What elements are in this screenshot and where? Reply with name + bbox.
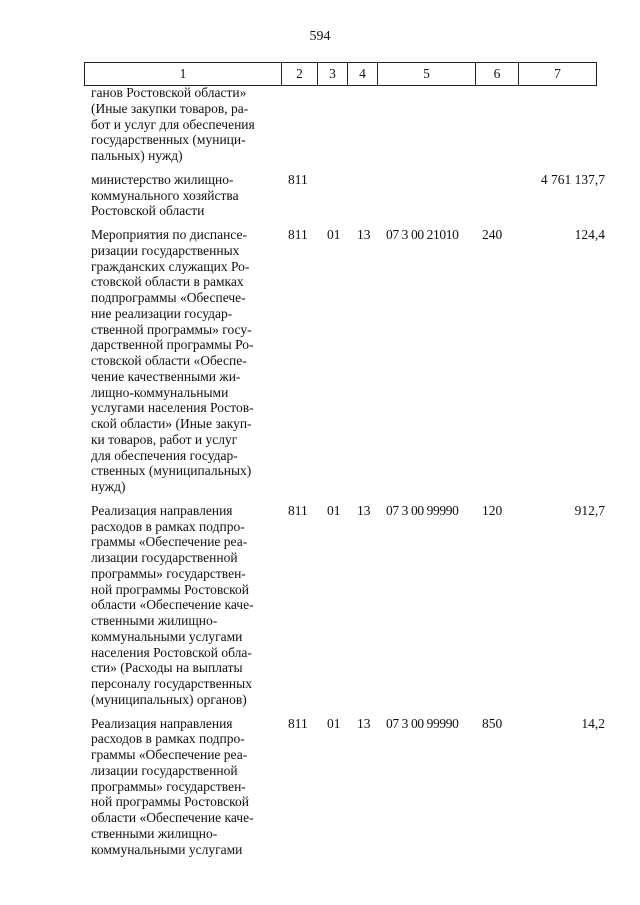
row-admin-code: 811 [288, 171, 308, 187]
column-header-row [85, 63, 597, 86]
row-amount: 124,4 [574, 227, 605, 242]
column-header-table [84, 62, 597, 86]
row-subsection-code: 13 [357, 502, 371, 518]
column-header-6: 6 [476, 63, 519, 86]
column-header-1: 1 [85, 63, 282, 86]
row-target-code: 07 3 00 99990 [386, 715, 459, 731]
row-subsection-code: 13 [357, 715, 371, 731]
column-header-7: 7 [519, 63, 597, 86]
row-description: Мероприятия по диспансе- ризации государственных гражданских служащих Ро- стовской области в рамках подпрограммы «Обеспече- ние реализации государ- ственной программы» госу- дарственной программы Ро- стовской области «Обеспе- чение качественными жи- лищно-коммунальными услугами населения Ростов- ской области» (Иные закуп- ки товаров, работ и услуг для обеспечения государ- ственных (муниципальных) нужд) [91, 227, 254, 494]
row-section-code: 01 [327, 502, 341, 518]
column-header-5: 5 [378, 63, 476, 86]
row-section-code: 01 [327, 715, 341, 731]
column-header-3: 3 [318, 63, 348, 86]
row-description: Реализация направления расходов в рамках подпро- граммы «Обеспечение реа- лизации государственной программы» государствен- ной программы Ростовской области «Обеспечение каче- ственными жилищно- коммунальными услугами населения Ростовской обла- сти» (Расходы на выплаты персоналу государственных (муниципальных) органов) [91, 502, 254, 707]
row-expense-type-code: 240 [482, 227, 503, 242]
column-header-4: 4 [348, 63, 378, 86]
table-row [0, 85, 640, 164]
row-admin-code: 811 [288, 502, 308, 518]
row-admin-code: 811 [288, 227, 308, 242]
row-expense-type-code: 120 [482, 502, 503, 518]
table-row [0, 716, 640, 858]
row-amount: 4 761 137,7 [540, 171, 605, 187]
row-subsection-code: 13 [357, 227, 371, 242]
row-description: Реализация направления расходов в рамках подпро- граммы «Обеспечение реа- лизации государственной программы» государствен- ной программы Ростовской области «Обеспечение каче- ственными жилищно- коммунальными услугами [91, 715, 254, 857]
table-row [0, 503, 640, 708]
row-target-code: 07 3 00 21010 [386, 227, 459, 242]
row-section-code: 01 [327, 227, 341, 242]
row-description: ганов Ростовской области» (Иные закупки товаров, ра- бот и услуг для обеспечения государственных (муници- пальных) нужд) [91, 85, 255, 163]
table-row [0, 172, 640, 219]
page-number: 594 [309, 29, 331, 44]
row-amount: 14,2 [581, 715, 605, 731]
row-amount: 912,7 [574, 502, 605, 518]
table-row [0, 227, 640, 495]
row-description: министерство жилищно- коммунального хозяйства Ростовской области [91, 171, 239, 219]
column-header-2: 2 [282, 63, 318, 86]
row-expense-type-code: 850 [482, 715, 503, 731]
row-admin-code: 811 [288, 715, 308, 731]
row-target-code: 07 3 00 99990 [386, 502, 459, 518]
budget-rows [0, 85, 640, 857]
